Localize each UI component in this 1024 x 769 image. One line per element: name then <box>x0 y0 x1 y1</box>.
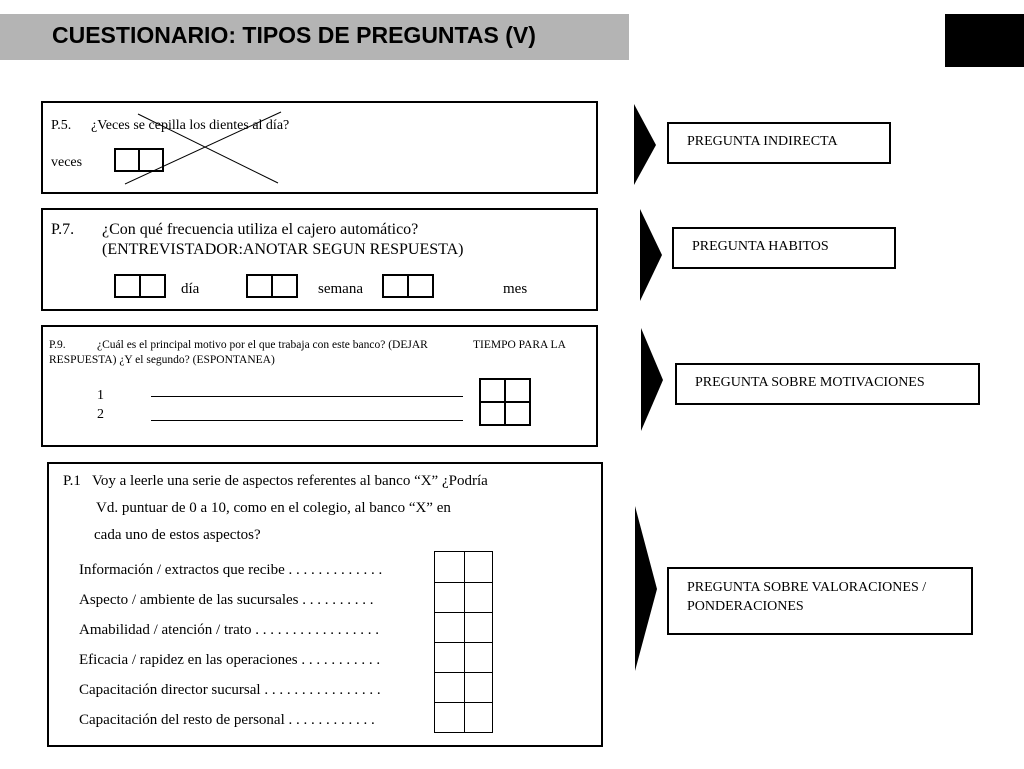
code-boxes[interactable] <box>479 378 531 426</box>
label-text-line1: PREGUNTA SOBRE VALORACIONES / <box>687 580 927 595</box>
rating-item: Eficacia / rapidez en las operaciones . . . . . . . . . . . <box>79 652 381 668</box>
cross-out-mark <box>43 103 596 192</box>
label-pregunta-valoraciones <box>667 567 973 635</box>
rating-item: Capacitación del resto de personal . . . . . . . . . . . . <box>79 712 375 728</box>
unit-label: veces <box>51 155 83 170</box>
rating-grid[interactable] <box>434 551 493 733</box>
rating-item: Amabilidad / atención / trato . . . . . . . . . . . . . . . . . <box>79 622 379 638</box>
answer-boxes-dia[interactable] <box>114 274 166 298</box>
label-pregunta-motivaciones <box>675 363 980 405</box>
question-text-line3: cada uno de estos aspectos? <box>94 527 261 543</box>
question-number: P.5. <box>51 118 72 133</box>
question-box-p1 <box>47 462 603 747</box>
rating-item: Aspecto / ambiente de las sucursales . . . . . . . . . . <box>79 592 374 608</box>
question-text-line1: Voy a leerle una serie de aspectos referentes al banco “X” ¿Podría <box>92 473 488 489</box>
arrow-right-icon <box>634 104 658 186</box>
label-text: PREGUNTA HABITOS <box>692 239 829 254</box>
arrow-right-icon <box>635 506 659 672</box>
corner-block <box>945 14 1024 67</box>
option-label-mes: mes <box>503 281 528 297</box>
question-box-p5 <box>41 101 598 194</box>
answer-boxes-mes[interactable] <box>382 274 434 298</box>
answer-boxes-semana[interactable] <box>246 274 298 298</box>
arrow-right-icon <box>640 209 664 302</box>
answer-number-1: 1 <box>97 388 104 403</box>
label-text-line2: PONDERACIONES <box>687 599 804 614</box>
question-box-p9 <box>41 325 598 447</box>
answer-line-2[interactable] <box>151 420 463 421</box>
question-text: ¿Con qué frecuencia utiliza el cajero automático? <box>102 221 419 238</box>
question-text-line2: Vd. puntuar de 0 a 10, como en el colegio, al banco “X” en <box>96 500 451 516</box>
label-text: PREGUNTA INDIRECTA <box>687 134 838 149</box>
question-number: P.7. <box>51 221 75 238</box>
label-text: PREGUNTA SOBRE MOTIVACIONES <box>695 375 925 390</box>
label-pregunta-indirecta <box>667 122 891 164</box>
label-pregunta-habitos <box>672 227 896 269</box>
answer-line-1[interactable] <box>151 396 463 397</box>
option-label-dia: día <box>181 281 200 297</box>
arrow-right-icon <box>641 328 665 432</box>
option-label-semana: semana <box>318 281 363 297</box>
question-box-p7 <box>41 208 598 311</box>
question-number: P.9. <box>49 339 66 351</box>
question-text-line1: ¿Cuál es el principal motivo por el que trabaja con este banco? (DEJAR <box>97 339 428 351</box>
question-text: ¿Veces se cepilla los dientes al día? <box>91 118 290 133</box>
question-text-line2: RESPUESTA) ¿Y el segundo? (ESPONTANEA) <box>49 354 275 366</box>
page-title: CUESTIONARIO: TIPOS DE PREGUNTAS (V) <box>52 22 536 48</box>
rating-item: Capacitación director sucursal . . . . . . . . . . . . . . . . <box>79 682 381 698</box>
question-text-line1-right: TIEMPO PARA LA <box>473 339 566 351</box>
interviewer-instruction: (ENTREVISTADOR:ANOTAR SEGUN RESPUESTA) <box>102 241 464 258</box>
answer-number-2: 2 <box>97 407 104 422</box>
question-number: P.1 <box>63 473 81 489</box>
rating-item: Información / extractos que recibe . . . . . . . . . . . . . <box>79 562 383 578</box>
